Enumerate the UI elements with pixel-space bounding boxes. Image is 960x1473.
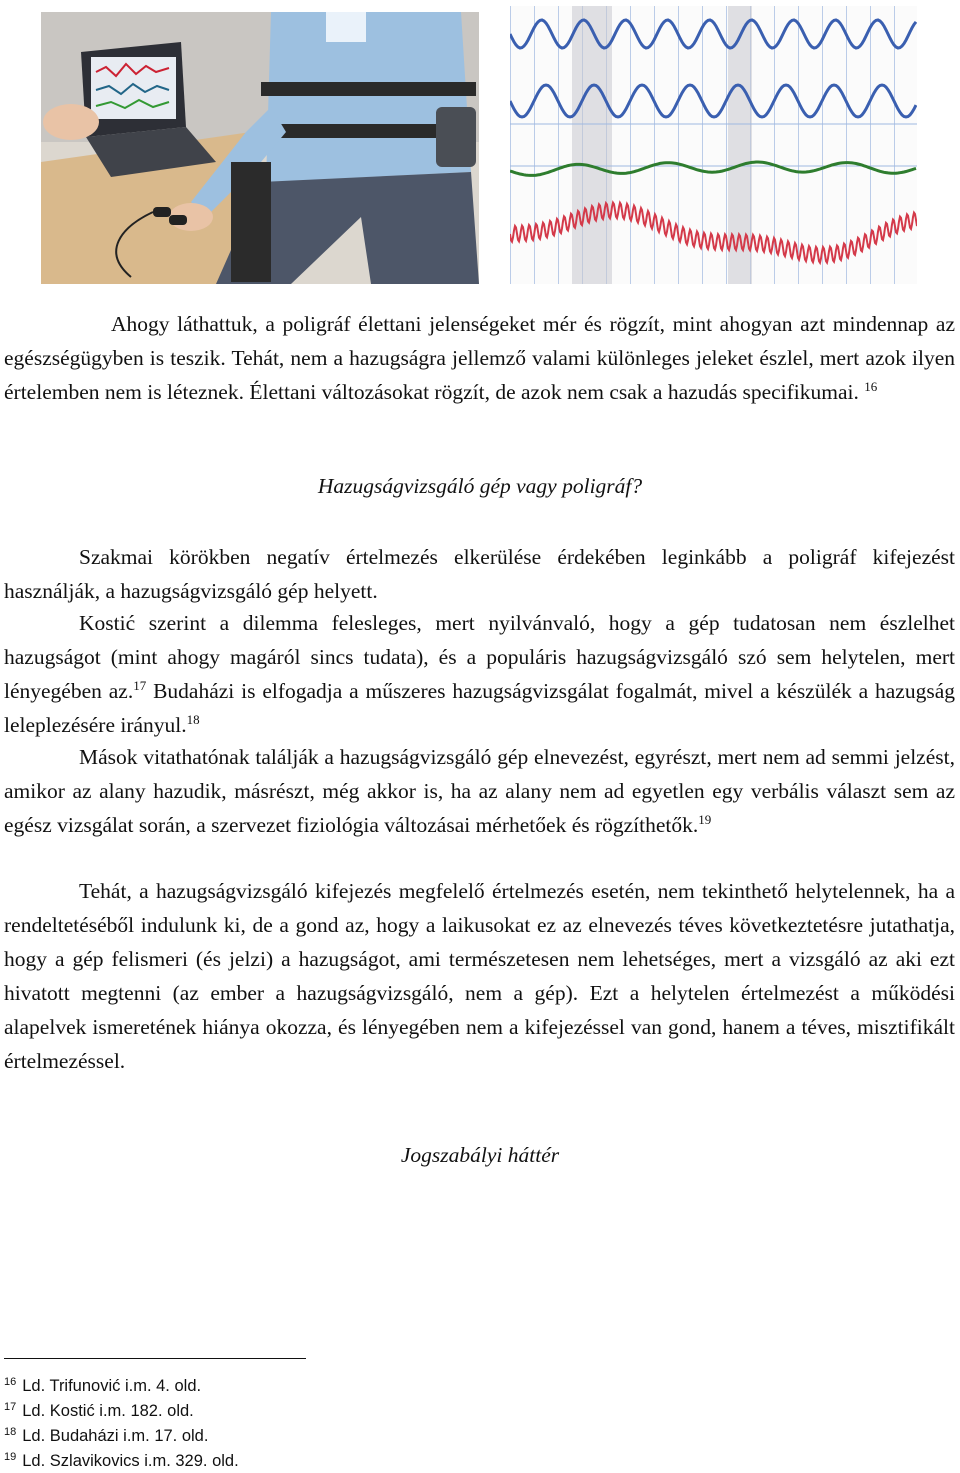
footnote-number: 19 bbox=[4, 1450, 17, 1463]
paragraph-5 bbox=[4, 874, 955, 1078]
footnote-16 bbox=[4, 1376, 201, 1396]
paragraph-5-text: Tehát, a hazugságvizsgáló kifejezés megfelelő értelmezés esetén, nem tekinthető helytelennek, ha a rendeltetéséből indulunk ki, de a gond az, hogy a laikusokat ez az elnevezés téves következtetésre jutathatja, hogy a gép felismeri (és jelzi) a hazugságot, ami természetesen nem lehetséges, mert a vizsgáló az aki ezt hivatott megtenni (az ember a hazugságvizsgáló, nem a gép). Ezt a helytelen értelmezést a működési alapelvek ismeretének hiánya okozza, és lényegében nem a kifejezéssel van gond, hanem a téves, misztifikált értelmezéssel. bbox=[4, 879, 955, 1073]
polygraph-photo bbox=[41, 12, 479, 284]
footnote-text: Ld. Trifunović i.m. 4. old. bbox=[22, 1377, 202, 1395]
paragraph-4 bbox=[4, 740, 955, 842]
footnote-number: 17 bbox=[4, 1400, 17, 1413]
polygraph-photo-drawing bbox=[41, 12, 479, 284]
footnote-separator bbox=[4, 1358, 306, 1359]
footnote-ref-18[interactable]: 18 bbox=[186, 711, 200, 727]
footnote-number: 16 bbox=[4, 1375, 17, 1388]
footnote-19 bbox=[4, 1451, 239, 1471]
paragraph-2-text: Szakmai körökben negatív értelmezés elkerülése érdekében leginkább a poligráf kifejezést használják, a hazugságvizsgáló gép helyett. bbox=[4, 545, 955, 603]
footnote-text: Ld. Budaházi i.m. 17. old. bbox=[22, 1427, 209, 1445]
paragraph-3-text-a: Kostić szerint a dilemma felesleges, mert nyilvánvaló, hogy a gép tudatosan nem észlelhet hazugságot (mint ahogy magáról sincs tudata), és a populáris hazugságvizsgáló szó sem helytelen, mert lényegében az. bbox=[4, 611, 955, 703]
paragraph-2 bbox=[4, 540, 955, 608]
footnote-ref-17[interactable]: 17 bbox=[133, 677, 147, 693]
section-heading-polygraph: Hazugságvizsgáló gép vagy poligráf? bbox=[317, 474, 643, 498]
footnote-text: Ld. Szlavikovics i.m. 329. old. bbox=[22, 1452, 239, 1470]
footnote-number: 18 bbox=[4, 1425, 17, 1438]
polygraph-trace-image bbox=[510, 6, 917, 284]
section-heading-legal: Jogszabályi háttér bbox=[400, 1143, 560, 1167]
paragraph-1-text: Ahogy láthattuk, a poligráf élettani jelenségeket mér és rögzít, mint ahogyan azt mindennap az egészségügyben is teszik. Tehát, nem a hazugságra jellemző valami különleges jeleket észlel, mert azok ilyen értelemben nem is léteznek. Élettani változásokat rögzít, de azok nem csak a hazudás specifikumai. bbox=[4, 312, 955, 404]
paragraph-4-text: Mások vitathatónak találják a hazugságvizsgáló gép elnevezést, egyrészt, mert nem ad semmi jelzést, amikor az alany hazudik, másrészt, még akkor is, ha az alany nem ad egyetlen egy verbális választ sem az egész vizsgálat során, a szervezet fiziológia változásai mérhetőek és rögzíthetők. bbox=[4, 745, 955, 837]
footnote-17 bbox=[4, 1401, 194, 1421]
paragraph-3 bbox=[4, 606, 955, 742]
footnote-18 bbox=[4, 1426, 208, 1446]
footnote-text: Ld. Kostić i.m. 182. old. bbox=[22, 1402, 194, 1420]
paragraph-3-text-b: Budaházi is elfogadja a műszeres hazugságvizsgálat fogalmát, mivel a készülék a hazugság leleplezésére irányul. bbox=[4, 679, 955, 737]
polygraph-trace-drawing bbox=[510, 6, 917, 284]
paragraph-1 bbox=[4, 307, 955, 409]
footnote-ref-16[interactable]: 16 bbox=[864, 378, 878, 394]
footnote-ref-19[interactable]: 19 bbox=[698, 811, 712, 827]
